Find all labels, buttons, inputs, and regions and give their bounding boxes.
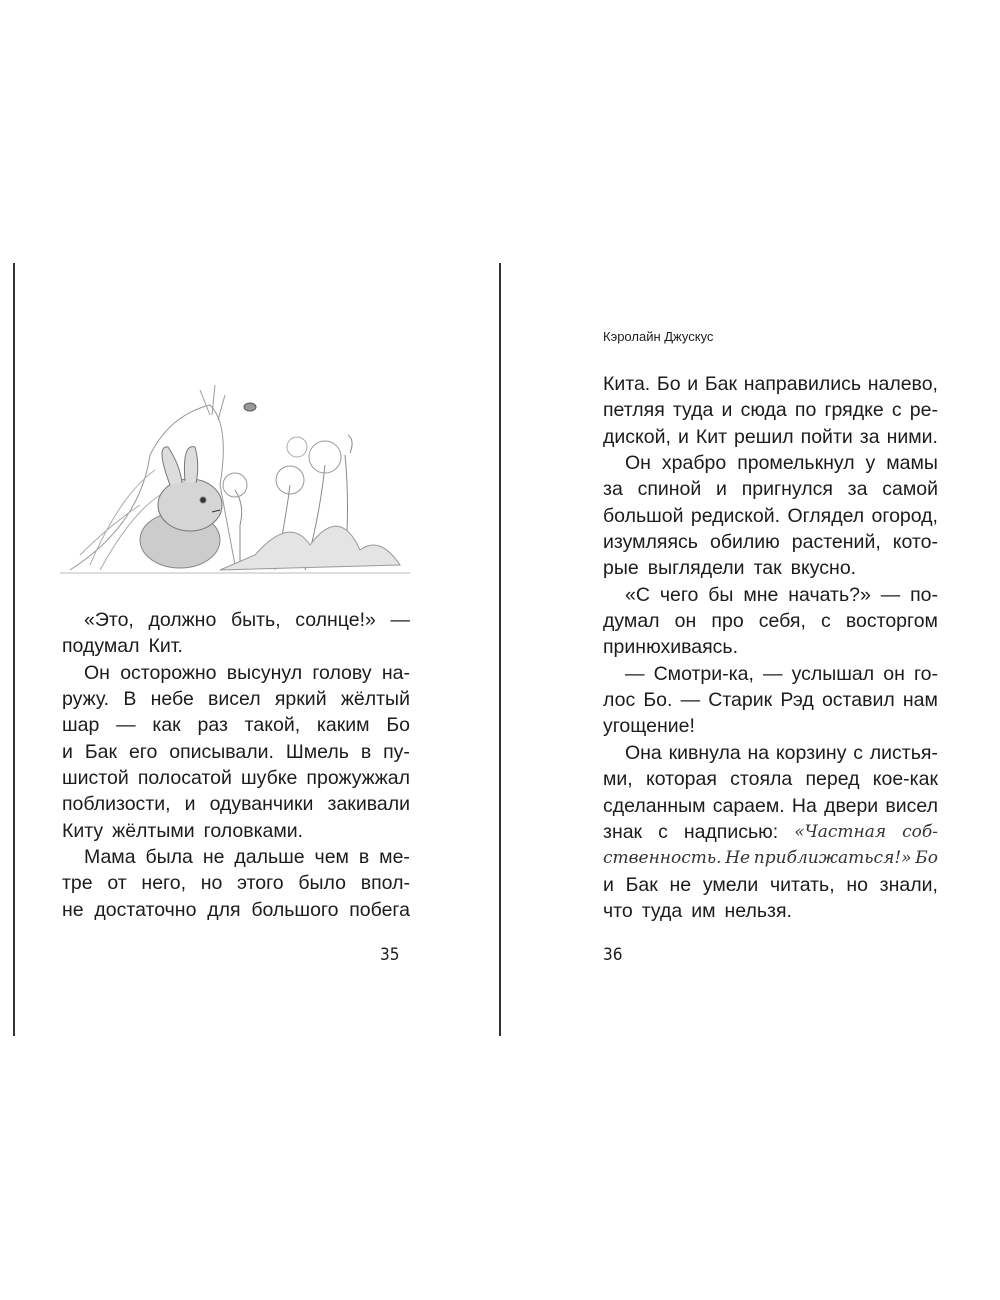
word: для [207,898,241,921]
text-line [603,845,938,871]
word: с [658,820,668,843]
word: листья- [869,741,938,764]
word: — [762,662,783,685]
word: думал [603,610,660,633]
word: кото- [892,531,938,554]
word: по- [910,583,938,606]
word: пу- [383,740,410,763]
page-number-right: 36 [603,945,623,965]
word: тре [62,872,93,895]
text-line [603,582,938,608]
word: так [753,557,782,580]
word: ми, [603,768,633,791]
word: головками. [203,819,304,842]
word: Бо. [643,689,673,712]
word: умели [702,873,759,896]
word: раз [197,714,228,737]
word: Она [625,741,662,764]
word: корзину [775,741,847,764]
word: — [680,689,701,712]
word: рые [603,557,639,580]
word: диской, [603,425,671,448]
word: каким [316,714,370,737]
word: полосатой [137,767,232,790]
text-line [62,897,410,923]
word: от [107,872,127,895]
word: Он [625,452,651,475]
word: петляя [603,399,665,422]
text-line [603,503,938,529]
word: Он [84,661,110,684]
word: обилию [709,531,780,554]
text-line [62,712,410,738]
word: мне [743,583,779,606]
word: кивнула [668,741,741,764]
word: редиской. [690,504,781,527]
word: этого [237,872,284,895]
word: Не [725,848,751,869]
word: жёлтый [340,688,410,711]
word: была [145,846,193,869]
word: Киту [62,819,104,842]
word: Бо [656,373,681,395]
word: промелькнул [737,452,855,475]
word: Бо [386,714,410,737]
word: услышал [791,662,875,685]
word: надписью: [683,820,779,843]
word: сараем. [712,794,785,817]
text-line [62,607,410,633]
word: стояла [730,768,793,791]
word: начать?» [788,583,871,606]
text-line [603,397,938,423]
word: угощение! [603,715,695,738]
word: закивали [327,793,410,816]
text-line [603,793,938,819]
word: — [116,714,136,737]
word: сюда [740,399,787,422]
word: самой [882,478,938,501]
text-line [62,844,410,870]
text-line [603,713,938,739]
word: шубке [240,767,298,790]
word: но [846,873,868,896]
word: жёлтыми [112,819,195,842]
word: приближаться!» [753,848,912,869]
word: нельзя. [724,899,792,922]
word: лос [603,689,636,712]
text-line [603,872,938,898]
word: голову [312,661,372,684]
word: Бак [84,740,118,763]
word: и [687,373,699,395]
text-line [62,686,410,712]
text-line [603,766,938,792]
word: за [603,478,623,501]
text-line [62,739,410,765]
word: большой [603,504,684,527]
text-line [603,661,938,687]
text-line [62,818,410,844]
word: не [62,898,84,921]
word: «Это, [84,609,134,631]
word: двери [824,794,879,817]
word: как [152,714,181,737]
word: знак [603,820,643,843]
word: Смотри-ка, [653,662,754,685]
right-page-body [603,371,938,924]
word: у [865,452,876,475]
text-line [603,898,938,924]
text-line [62,765,410,791]
word: на- [381,661,410,684]
word: мамы [886,452,938,475]
bunny-dandelion-illustration [60,375,410,585]
word: что [603,899,633,922]
text-line [62,870,410,896]
word: бы [708,583,734,606]
word: него, [141,872,186,895]
word: большого [251,898,339,921]
word: достаточно [94,898,197,921]
word: Старик [708,689,773,712]
text-line [603,634,938,660]
word: и [184,793,196,816]
word: висел [885,794,938,817]
text-line [603,740,938,766]
word: было [298,872,347,895]
word: туда [672,399,714,422]
word: ственность. [603,848,722,869]
word: дальше [234,846,305,869]
left-page-edge [13,263,15,1036]
word: осторожно [120,661,217,684]
word: «С [625,583,650,606]
word: в [358,846,370,869]
word: огород, [871,504,938,527]
word: нам [902,689,938,712]
word: Кит. [148,635,183,658]
text-line [62,791,410,817]
word: он [674,610,697,633]
page-number-left: 35 [380,945,400,965]
word: с [853,741,863,764]
word: Рэд [780,689,814,712]
word: изумляясь [603,531,698,554]
text-line [603,555,938,581]
word: В [123,688,137,711]
word: не [202,846,225,869]
word: одуванчики [209,793,314,816]
text-line [603,687,938,713]
text-line [603,476,938,502]
word: его [128,740,158,763]
word: — [625,662,645,685]
word: восторгом [845,610,938,633]
word: соб- [902,821,938,842]
word: растений, [791,531,881,554]
word: читать, [769,873,835,896]
word: высунул [226,661,303,684]
word: по [794,399,817,422]
word: грядке [824,399,884,422]
word: налево, [867,373,938,395]
word: — [880,583,901,606]
text-line [603,608,938,634]
word: выглядели [647,557,745,580]
word: ружу. [62,688,110,711]
word: Бак [625,873,658,896]
word: побега [349,898,410,921]
word: и [721,399,733,422]
word: за [847,478,868,501]
word: Кита. [603,373,651,395]
word: «Частная [794,821,887,842]
word: быть, [230,609,281,631]
word: знали, [879,873,938,896]
word: им [691,899,716,922]
word: должно [148,609,217,631]
word: солнце!» [295,609,376,631]
word: небе [150,688,194,711]
word: про [711,610,744,633]
word: висел [208,688,261,711]
word: туда [641,899,683,922]
word: не [669,873,692,896]
word: с [821,610,831,633]
word: прожужжал [306,767,410,790]
word: вкусно. [790,557,857,580]
word: Оглядел [787,504,865,527]
word: спиной [637,478,702,501]
word: направились [743,373,862,395]
text-line [62,660,410,686]
word: за [859,425,880,448]
word: перед [805,768,860,791]
word: себя, [758,610,806,633]
word: и [677,425,689,448]
word: такой, [244,714,301,737]
word: пойти [800,425,853,448]
text-line [603,371,938,397]
word: в [360,740,372,763]
word: с [891,399,902,422]
word: на [747,741,770,764]
word: Бо [915,848,938,869]
word: пригнулся [741,478,833,501]
text-line [603,819,938,845]
word: сделанным [603,794,706,817]
text-line [603,424,938,450]
word: он [883,662,905,685]
word: описывали. [169,740,274,763]
word: поблизости, [62,793,171,816]
word: которая [645,768,717,791]
word: шистой [62,767,129,790]
word: ре- [909,399,938,422]
text-line [603,529,938,555]
word: но [200,872,223,895]
left-page-body [62,607,410,923]
word: го- [913,662,938,685]
word: Мама [84,846,136,869]
word: оставил [821,689,895,712]
word: и [603,873,614,896]
text-line [603,450,938,476]
word: чем [314,846,349,869]
word: и [716,478,727,501]
word: Кит [695,425,728,448]
word: На [791,794,817,817]
word: впол- [360,872,410,895]
word: Шмель [285,740,349,763]
spine-divider [499,263,501,1036]
word: ме- [379,846,410,869]
word: Бак [704,373,738,395]
word: принюхиваясь. [603,636,738,659]
word: и [62,740,73,763]
word: решил [734,425,794,448]
word: ними. [886,425,938,448]
word: шар [62,714,100,737]
word: подумал [62,635,140,658]
text-line [62,633,410,659]
word: чего [659,583,699,606]
word: яркий [274,688,327,711]
word: храбро [661,452,727,475]
word: — [390,609,410,631]
word: кое-как [872,768,938,791]
running-head-author: Кэролайн Джускус [603,329,714,344]
